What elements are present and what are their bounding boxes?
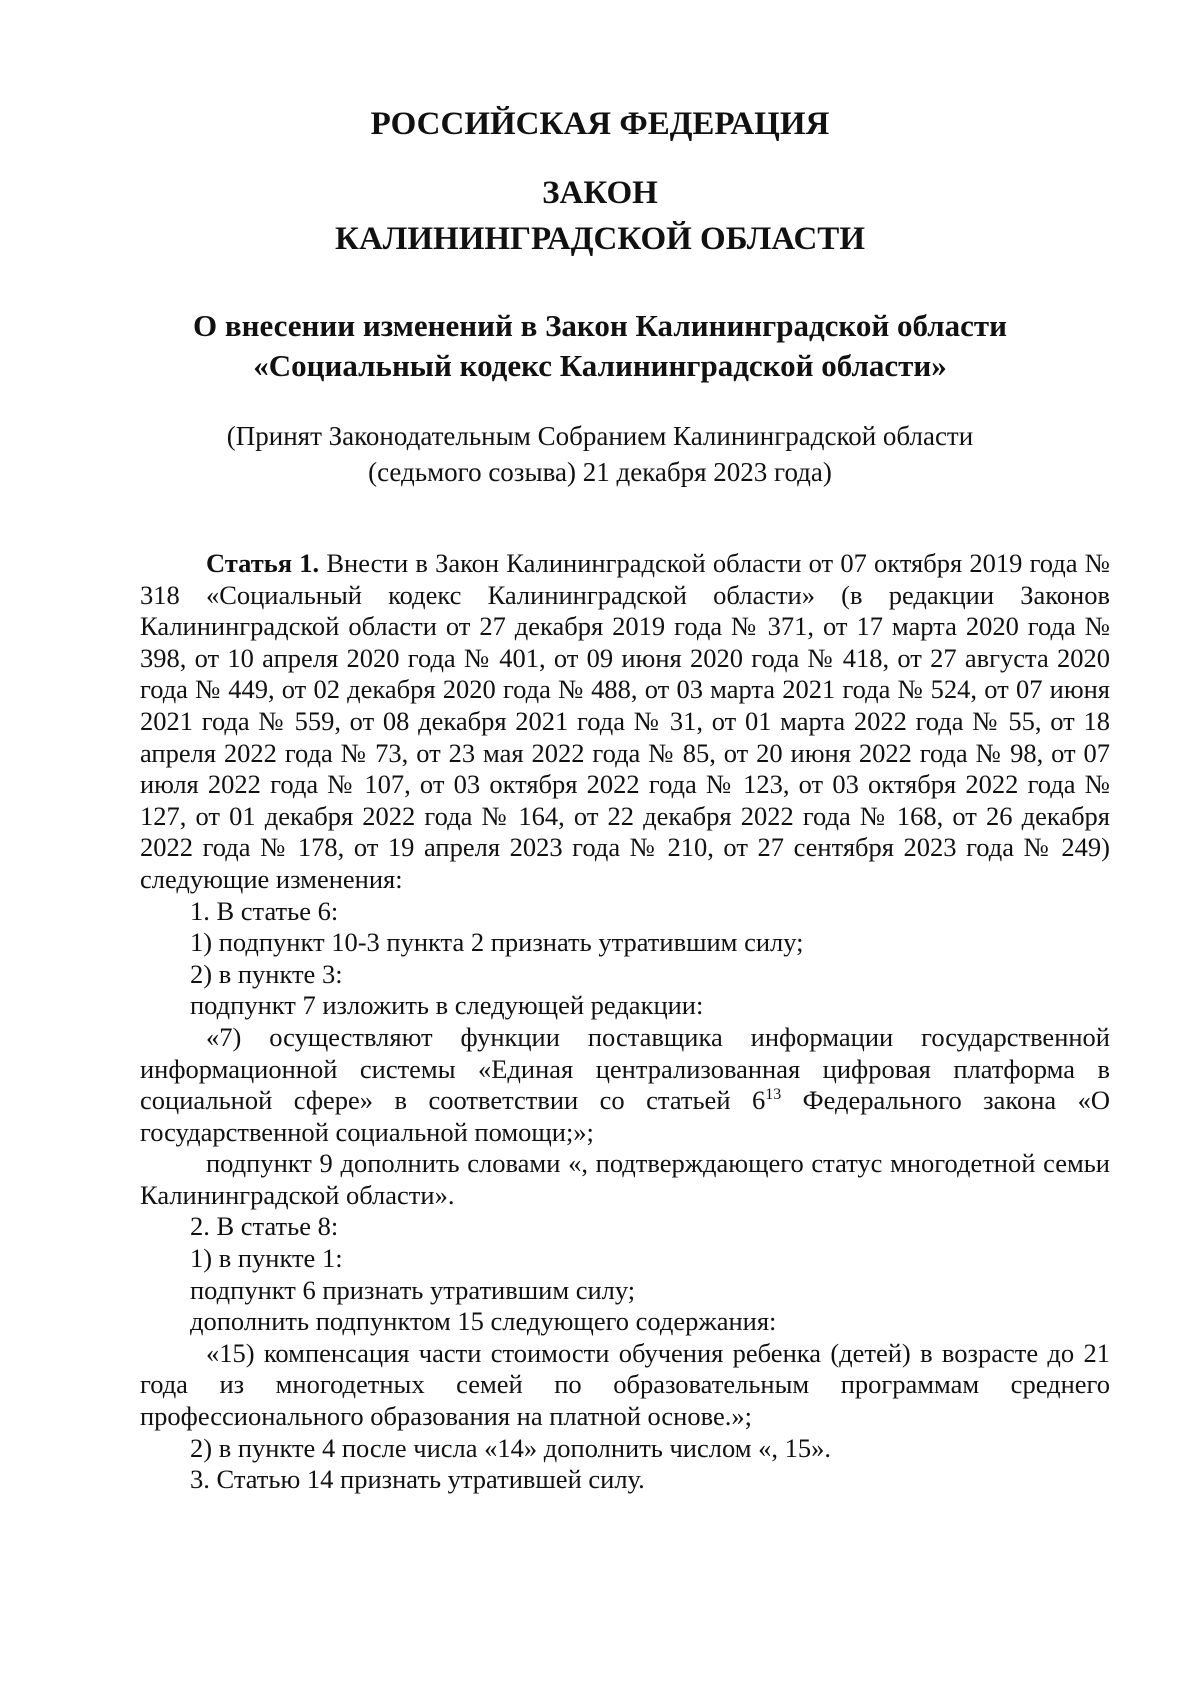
adoption-note-line2: (седьмого созыва) 21 декабря 2023 года) xyxy=(368,457,832,487)
item-paragraph: дополнить подпунктом 15 следующего содержания: xyxy=(190,1306,777,1337)
item-paragraph-quote: «15) компенсация части стоимости обучения ребенка (детей) в возрасте до 21 года из многодетных семей по образовательным программам среднего профессионального образования на платной основе.»; xyxy=(140,1337,1110,1432)
article-1-label: Статья 1. xyxy=(206,548,320,578)
item-paragraph: 1) подпункт 10-3 пункта 2 признать утратившим силу; xyxy=(190,927,804,958)
quote-text-before: «7) осуществляют функции поставщика информации государственной информационной системы «Единая централизованная цифровая платформа в социальной сфере» в соответствии со статьей 6 xyxy=(140,1021,1110,1116)
item-paragraph: 1. В статье 6: xyxy=(190,895,339,926)
adoption-note xyxy=(0,418,1200,490)
article-1-text: Внести в Закон Калининградской области от 07 октября 2019 года № 318 «Социальный кодекс Калининградской области» (в редакции Законов Калининградской области от 27 декабря 2019 года № 371, от 17 марта 2020 года № 398, от 10 апреля 2020 года № 401, от 09 июня 2020 года № 418, от 27 августа 2020 года № 449, от 02 декабря 2020 года № 488, от 03 марта 2021 года № 524, от 07 июня 2021 года № 559, от 08 декабря 2021 года № 31, от 01 марта 2022 года № 55, от 18 апреля 2022 года № 73, от 23 мая 2022 года № 85, от 20 июня 2022 года № 98, от 07 июля 2022 года № 107, от 03 октября 2022 года № 123, от 03 октября 2022 года № 127, от 01 декабря 2022 года № 164, от 22 декабря 2022 года № 168, от 26 декабря 2022 года № 178, от 19 апреля 2023 года № 210, от 27 сентября 2023 года № 249) следующие изменения: xyxy=(140,548,1111,894)
document-body xyxy=(140,548,1110,1496)
item-paragraph: 2) в пункте 3: xyxy=(190,958,343,989)
law-heading-line2: КАЛИНИНГРАДСКОЙ ОБЛАСТИ xyxy=(335,221,865,257)
country-heading: РОССИЙСКАЯ ФЕДЕРАЦИЯ xyxy=(370,106,830,142)
law-title-line1: О внесении изменений в Закон Калининградской области xyxy=(193,308,1007,343)
quote-text-after: Федерального закона «О государственной социальной помощи;»; xyxy=(140,1085,1110,1147)
item-paragraph: подпункт 7 изложить в следующей редакции: xyxy=(190,990,704,1021)
law-heading-line1: ЗАКОН xyxy=(542,175,658,211)
item-paragraph-quote xyxy=(140,1022,1110,1148)
law-heading xyxy=(0,170,1200,262)
law-title xyxy=(0,306,1200,386)
item-paragraph: 2) в пункте 4 после числа «14» дополнить числом «, 15». xyxy=(190,1432,831,1463)
law-title-line2: «Социальный кодекс Калининградской области» xyxy=(253,348,947,383)
item-paragraph: 1) в пункте 1: xyxy=(190,1243,343,1274)
article-1-paragraph xyxy=(140,548,1110,896)
superscript-number: 13 xyxy=(765,1086,782,1104)
adoption-note-line1: (Принят Законодательным Собранием Калининградской области xyxy=(226,421,974,451)
item-paragraph: подпункт 6 признать утратившим силу; xyxy=(190,1274,636,1305)
item-paragraph: 2. В статье 8: xyxy=(190,1211,339,1242)
item-paragraph: подпункт 9 дополнить словами «, подтверждающего статус многодетной семьи Калининградской области». xyxy=(140,1148,1110,1210)
item-paragraph: 3. Статью 14 признать утратившей силу. xyxy=(190,1464,645,1495)
